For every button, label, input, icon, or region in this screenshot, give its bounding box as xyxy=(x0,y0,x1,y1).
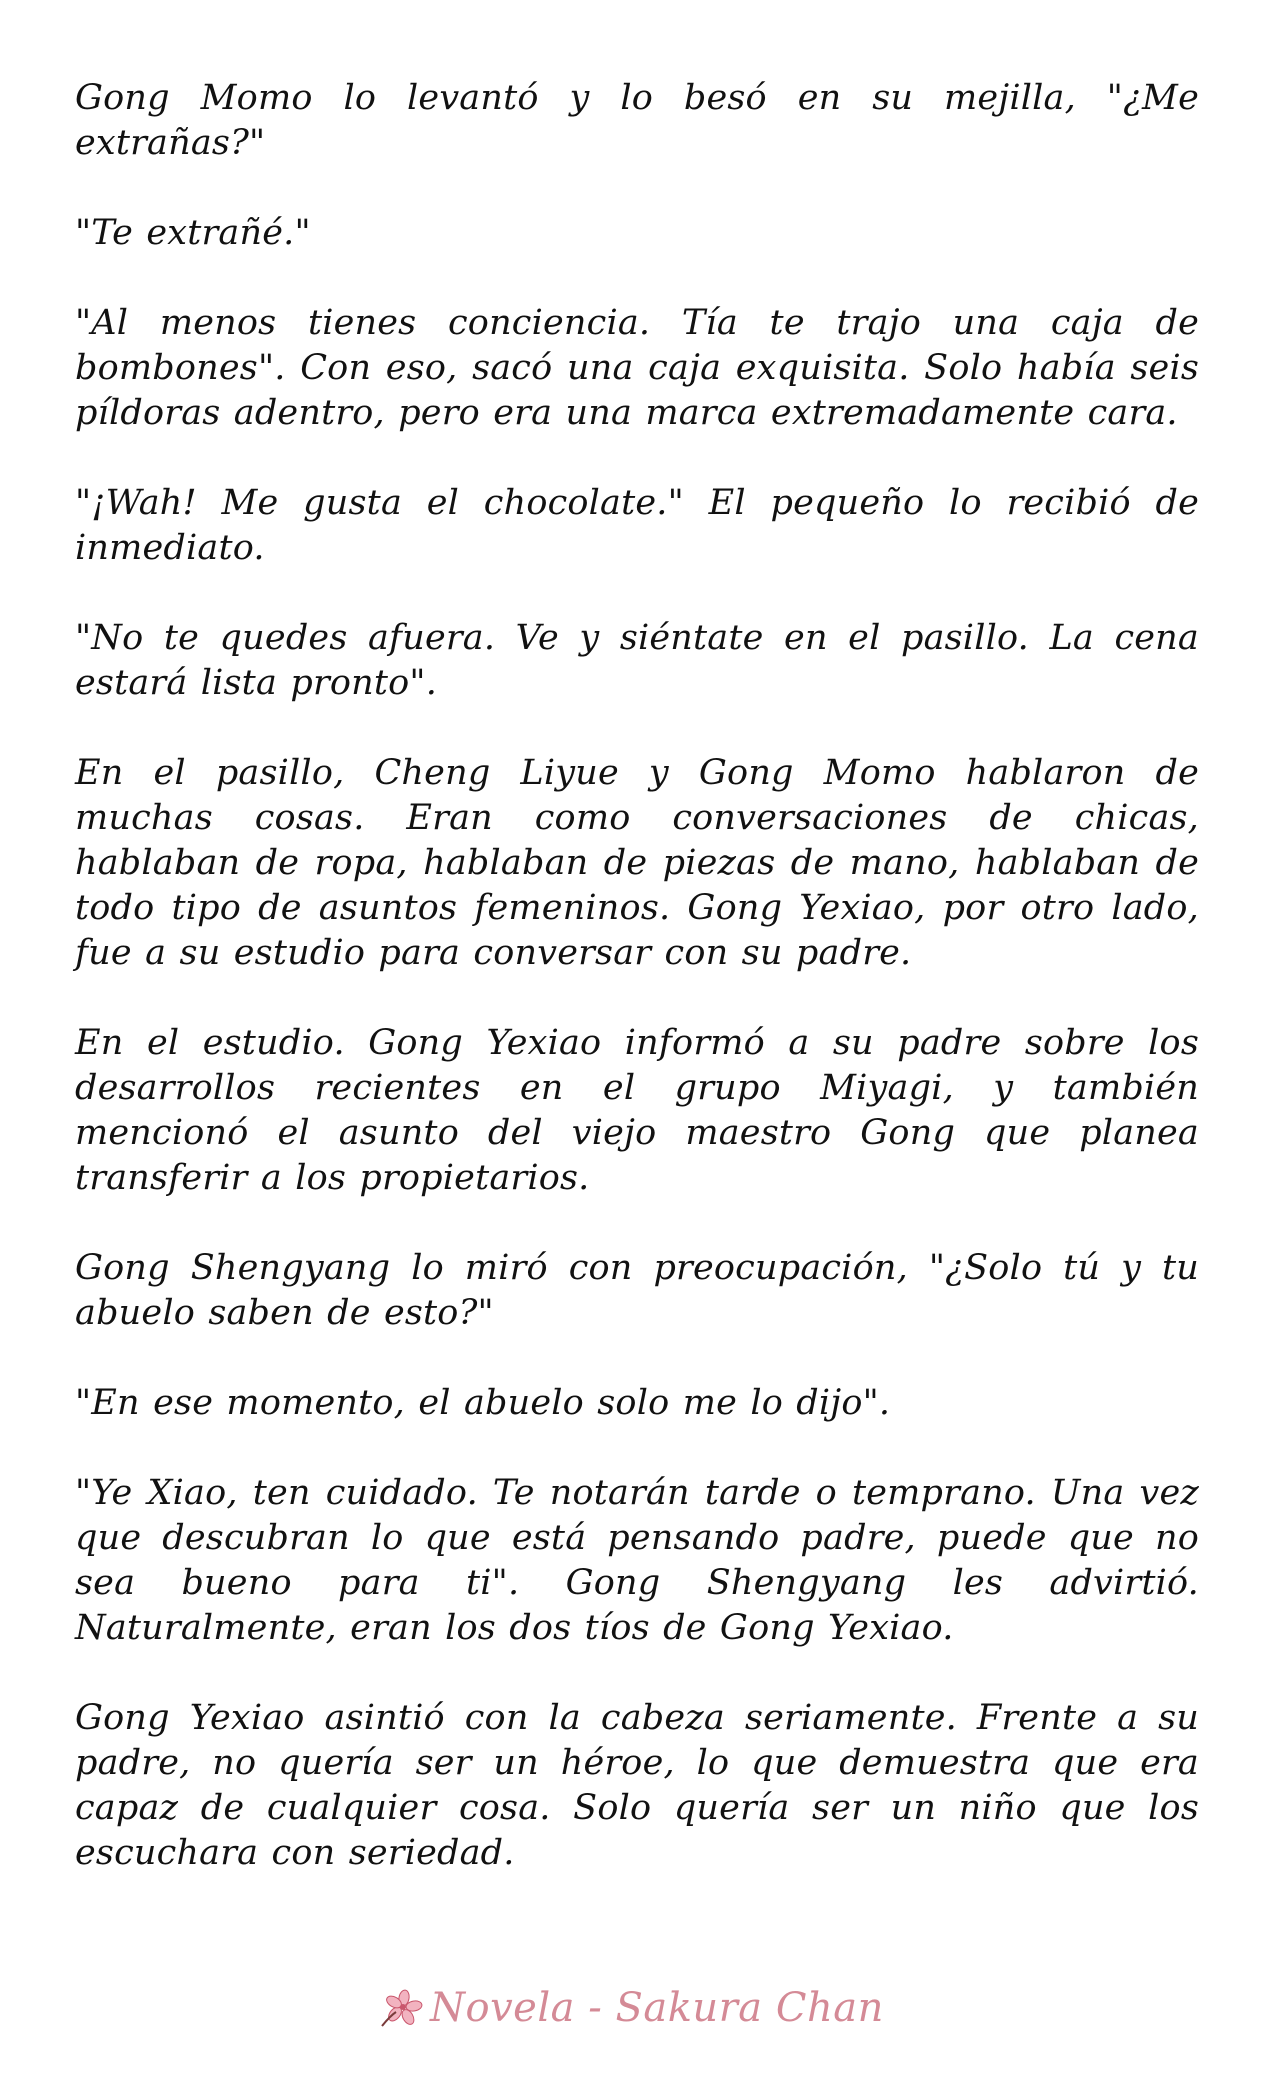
watermark-text: Novela - Sakura Chan xyxy=(430,1985,884,2031)
sakura-flower-icon xyxy=(380,1986,424,2030)
paragraph: En el pasillo, Cheng Liyue y Gong Momo hablaron de muchas cosas. Eran como conversaciones de chicas, hablaban de ropa, hablaban de piezas de mano, hablaban de todo tipo de asuntos femeninos. Gong Yexiao, por otro lado, fue a su estudio para conversar con su padre. xyxy=(75,753,1199,973)
paragraph: En el estudio. Gong Yexiao informó a su padre sobre los desarrollos recientes en el grupo Miyagi, y también mencionó el asunto del viejo maestro Gong que planea transferir a los propietarios. xyxy=(75,1023,1199,1198)
paragraph: Gong Shengyang lo miró con preocupación, "¿Solo tú y tu abuelo saben de esto?" xyxy=(75,1248,1199,1333)
paragraph: "¡Wah! Me gusta el chocolate." El pequeño lo recibió de inmediato. xyxy=(75,483,1199,568)
paragraph: "En ese momento, el abuelo solo me lo dijo". xyxy=(75,1383,891,1423)
story-text xyxy=(75,76,1199,1921)
paragraph: "No te quedes afuera. Ve y siéntate en el pasillo. La cena estará lista pronto". xyxy=(75,618,1199,703)
paragraph: "Te extrañé." xyxy=(75,213,311,253)
paragraph: Gong Momo lo levantó y lo besó en su mejilla, "¿Me extrañas?" xyxy=(75,78,1199,163)
paragraph: Gong Yexiao asintió con la cabeza seriamente. Frente a su padre, no quería ser un héroe, lo que demuestra que era capaz de cualquier cosa. Solo quería ser un niño que los escuchara con seriedad. xyxy=(75,1698,1199,1873)
paragraph: "Ye Xiao, ten cuidado. Te notarán tarde o temprano. Una vez que descubran lo que está pensando padre, puede que no sea bueno para ti". Gong Shengyang les advirtió. Naturalmente, eran los dos tíos de Gong Yexiao. xyxy=(75,1473,1199,1648)
watermark xyxy=(380,1978,884,2038)
paragraph: "Al menos tienes conciencia. Tía te trajo una caja de bombones". Con eso, sacó una caja exquisita. Solo había seis píldoras adentro, pero era una marca extremadamente cara. xyxy=(75,303,1199,433)
